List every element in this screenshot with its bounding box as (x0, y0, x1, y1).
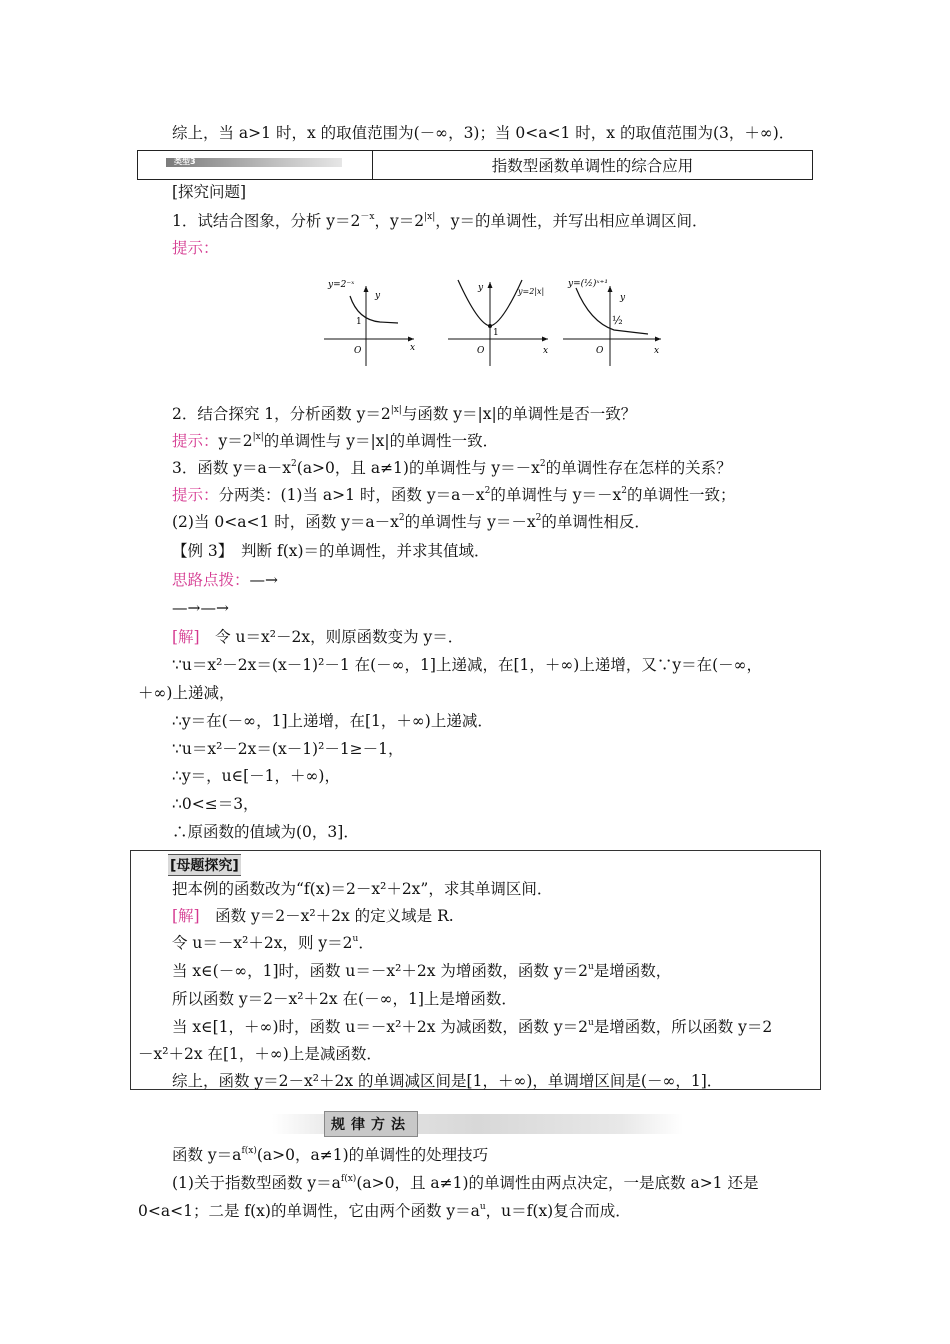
q2-sup: |x| (390, 405, 402, 415)
hint-2-b: 的单调性与 y＝|x|的单调性一致． (263, 432, 499, 450)
graph-2-y: y (478, 283, 484, 293)
graph-1-origin: O (354, 346, 362, 356)
graph-3-x: x (654, 346, 660, 356)
solution-label: [解] (172, 628, 200, 646)
hint-2-sup: |x| (252, 432, 264, 442)
graph-2-label: y=2|x| (518, 287, 545, 296)
example-3: 【例 3】 判断 f(x)＝的单调性，并求其值域． (172, 542, 490, 560)
graph-2-x: x (543, 346, 549, 356)
variant-solution-label: [解] (172, 907, 200, 925)
q3-sup-a: 2 (291, 459, 297, 469)
q3-sup-b: 2 (539, 459, 546, 469)
variant-line-5: 所以函数 y＝2－x²＋2x 在(－∞，1]上是增函数． (172, 990, 517, 1008)
solution-1-text: 令 u＝x²－2x，则原函数变为 y＝． (199, 628, 464, 646)
graph-1-one: 1 (356, 317, 362, 327)
section-tag-bar (166, 158, 342, 167)
solution-line-7: ∴原函数的值域为(0，3]． (172, 823, 359, 841)
case2-b: 的单调性与 y＝－x (404, 513, 536, 531)
solution-line-4: ∵u＝x²－2x＝(x－1)²－1≥－1， (172, 740, 404, 758)
variant-line-1: 把本例的函数改为“f(x)＝2－x²＋2x”，求其单调区间． (172, 880, 553, 898)
variant-4-a: 当 x∈(－∞，1]时，函数 u＝－x²＋2x 为增函数，函数 y＝2 (172, 962, 588, 980)
graph-3 (563, 278, 661, 366)
q1-part-a: 1．试结合图象，分析 y＝2 (172, 212, 361, 230)
graph-3-half: ½ (612, 314, 623, 327)
graph-1 (324, 280, 415, 366)
explore-heading: [探究问题] (172, 183, 247, 201)
hint-3-sup-b: 2 (621, 486, 627, 496)
variant-3-sup: u (352, 934, 359, 944)
conclusion-line: 综上，当 a>1 时，x 的取值范围为(－∞，3)；当 0<a<1 时，x 的取值范围为(3，＋∞)． (172, 124, 795, 142)
variant-line-4 (172, 961, 671, 981)
hint-2 (172, 431, 498, 451)
method-2-b: (a>0，且 a≠1)的单调性由两点决定，一是底数 a>1 还是 (356, 1174, 759, 1192)
q3-c: 的单调性存在怎样的关系？ (545, 459, 732, 477)
hint-3-sup-a: 2 (484, 486, 491, 496)
q1-sup-a: －x (360, 212, 375, 222)
q2-part-a: 2．结合探究 1，分析函数 y＝2 (172, 405, 391, 423)
q1-sup-b: |x| (424, 212, 436, 222)
method-1-b: (a>0，a≠1)的单调性的处理技巧 (256, 1146, 489, 1164)
method-line-3 (138, 1201, 631, 1221)
solution-line-2b: ＋∞)上递减， (138, 684, 235, 702)
variant-line-7: 综上，函数 y＝2－x²＋2x 的单调减区间是[1，＋∞)，单调增区间是(－∞，1]． (172, 1072, 723, 1090)
graph-2-one: 1 (493, 328, 499, 338)
variant-line-6 (172, 1017, 772, 1037)
solution-line-6: ∴0<≤＝3， (172, 795, 259, 813)
variant-line-2-text: 函数 y＝2－x²＋2x 的定义域是 R. (199, 907, 454, 925)
question-3 (172, 458, 732, 478)
hint-3-a: 分两类：(1)当 a>1 时，函数 y＝a－x (218, 486, 485, 504)
graph-1-label: y=2⁻ˣ (328, 280, 355, 290)
variant-4-sup: u (587, 962, 594, 972)
variant-6-a: 当 x∈[1，＋∞)时，函数 u＝－x²＋2x 为减函数，函数 y＝2 (172, 1018, 588, 1036)
variant-line-6b: －x²＋2x 在[1，＋∞)上是减函数． (138, 1045, 382, 1063)
idea-line (172, 570, 278, 590)
hint-2-label: 提示： (172, 432, 219, 450)
idea-arrows: —→ (249, 571, 279, 589)
solution-line-5: ∴y＝，u∈[－1，＋∞)， (172, 767, 340, 785)
solution-line-2: ∵u＝x²－2x＝(x－1)²－1 在(－∞，1]上递减，在[1，＋∞)上递增，又∵y＝在(－∞， (172, 656, 763, 674)
q3-a: 3．函数 y＝a－x (172, 459, 292, 477)
case2-sup-b: 2 (535, 513, 542, 523)
idea-label: 思路点拨： (172, 571, 250, 589)
graph-3-label: y=(½)ˣ⁺¹ (568, 279, 608, 289)
method-3-sup: u (479, 1202, 486, 1212)
case2-a: (2)当 0<a<1 时，函数 y＝a－x (172, 513, 399, 531)
solution-line-3: ∴y＝在(－∞，1]上递增，在[1，＋∞)上递减． (172, 712, 493, 730)
hint-2-a: y＝2 (218, 432, 253, 450)
q1-part-b: ，y＝2 (374, 212, 425, 230)
solution-line-1 (172, 627, 463, 647)
method-3-a: 0<a<1；二是 f(x)的单调性，它由两个函数 y＝a (138, 1202, 480, 1220)
q1-part-c: ，y＝的单调性，并写出相应单调区间． (435, 212, 708, 230)
section-header (137, 150, 813, 180)
variant-line-2 (172, 906, 454, 926)
q3-b: (a>0，且 a≠1)的单调性与 y＝－x (296, 459, 540, 477)
hint-3-b: 的单调性与 y＝－x (490, 486, 622, 504)
method-1-sup: f(x) (241, 1146, 257, 1156)
hint-3-label: 提示： (172, 486, 219, 504)
hint-3-case-2 (172, 512, 650, 532)
method-line-2 (172, 1173, 758, 1193)
graph-2-origin: O (477, 346, 485, 356)
section-tag-cell (138, 151, 373, 179)
case2-c: 的单调性相反． (541, 513, 650, 531)
graph-1-x: x (410, 343, 416, 353)
variant-6-sup: u (587, 1018, 594, 1028)
variant-4-b: 是增函数， (593, 962, 672, 980)
method-line-1 (172, 1145, 488, 1165)
hint-3 (172, 485, 736, 505)
method-3-b: ，u＝f(x)复合而成． (485, 1202, 631, 1220)
variant-6-b: 是增函数，所以函数 y＝2 (593, 1018, 773, 1036)
section-title: 指数型函数单调性的综合应用 (491, 157, 694, 175)
method-1-a: 函数 y＝a (172, 1146, 242, 1164)
case2-sup-a: 2 (398, 513, 405, 523)
section-tag: 类型3 (174, 157, 196, 166)
graph-3-origin: O (596, 346, 604, 356)
idea-line-2: —→—→ (172, 599, 229, 617)
variant-tag: [母题探究] (168, 854, 241, 876)
method-title: 规律方法 (324, 1111, 418, 1137)
graph-3-y: y (620, 293, 626, 303)
method-2-a: (1)关于指数型函数 y＝a (172, 1174, 341, 1192)
q2-part-b: 与函数 y＝|x|的单调性是否一致？ (401, 405, 637, 423)
question-2 (172, 404, 636, 424)
variant-3-a: 令 u＝－x²＋2x，则 y＝2 (172, 934, 353, 952)
hint-1-label: 提示： (172, 239, 219, 257)
graph-1-y: y (375, 291, 381, 301)
variant-line-3 (172, 933, 374, 953)
question-1 (172, 211, 708, 231)
hint-3-c: 的单调性一致； (627, 486, 736, 504)
method-2-sup: f(x) (340, 1174, 357, 1184)
graph-2 (448, 280, 548, 366)
variant-3-b: ． (358, 934, 374, 952)
function-graphs (318, 272, 668, 372)
